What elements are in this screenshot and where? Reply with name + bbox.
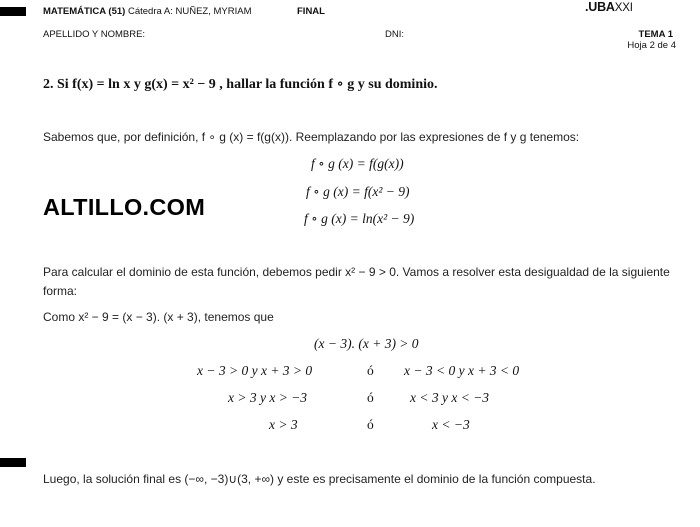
factor-line: Como x² − 9 = (x − 3). (x + 3), tenemos que [43, 310, 274, 324]
solution-intro: Sabemos que, por definición, f ∘ g (x) = f(g(x)). Reemplazando por las expresiones de f y g tenemos: [43, 130, 580, 144]
domain-intro-line1: Para calcular el dominio de esta función, debemos pedir x² − 9 > 0. Vamos a resolver esta desigualdad de la siguiente [43, 265, 670, 279]
case-row3-or: ó [367, 417, 374, 432]
uba-logo-text: .UBA [585, 0, 615, 14]
equation-1: f ∘ g (x) = f(g(x)) [311, 156, 404, 171]
bottom-margin-bar [0, 458, 26, 467]
uba-logo [585, 0, 633, 14]
dni-label: DNI: [385, 29, 404, 40]
subject-label: MATEMÁTICA (51) [43, 6, 126, 17]
case-row1-right: x − 3 < 0 y x + 3 < 0 [404, 363, 520, 378]
exam-header [43, 6, 252, 17]
page-number: Hoja 2 de 4 [627, 40, 676, 51]
case-row2-or: ó [367, 390, 374, 405]
case-row3-right: x < −3 [432, 417, 470, 432]
problem-statement: 2. Si f(x) = ln x y g(x) = x² − 9 , hallar la función f ∘ g y su dominio. [43, 77, 438, 92]
case-row2-left: x > 3 y x > −3 [228, 390, 308, 405]
name-label: APELLIDO Y NOMBRE: [43, 29, 146, 40]
equation-2: f ∘ g (x) = f(x² − 9) [306, 184, 410, 199]
case-row1-left: x − 3 > 0 y x + 3 > 0 [197, 363, 313, 378]
case-row1-or: ó [367, 363, 374, 378]
conclusion: Luego, la solución final es (−∞, −3)∪(3, +∞) y este es precisamente el dominio de la función compuesta. [43, 472, 596, 486]
case-row2-right: x < 3 y x < −3 [410, 390, 490, 405]
case-row3-left: x > 3 [269, 417, 298, 432]
tema-label: TEMA 1 [638, 29, 673, 40]
uba-logo-suffix: XXI [614, 2, 633, 14]
exam-type: FINAL [297, 6, 325, 17]
catedra-label: Cátedra A: NUÑEZ, MYRIAM [127, 6, 252, 17]
equation-3: f ∘ g (x) = ln(x² − 9) [304, 211, 415, 226]
main-inequality: (x − 3). (x + 3) > 0 [314, 336, 419, 351]
watermark: ALTILLO.COM [43, 194, 206, 220]
domain-intro-line2: forma: [43, 284, 78, 298]
top-margin-bar [0, 7, 26, 16]
